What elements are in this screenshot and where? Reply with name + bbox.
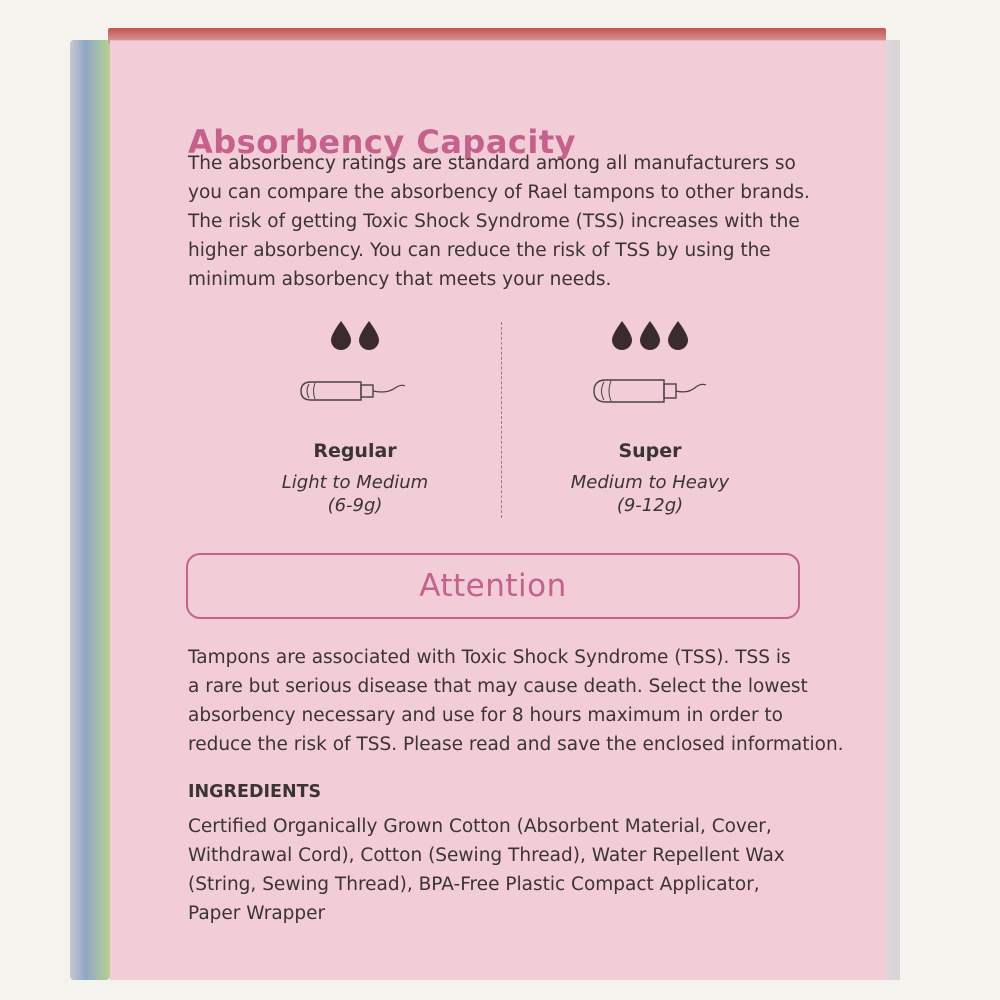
text-line: Paper Wrapper xyxy=(188,903,326,924)
text-line: (String, Sewing Thread), BPA-Free Plastic Compact Applicator, xyxy=(188,874,760,895)
text-line: absorbency necessary and use for 8 hours maximum in order to xyxy=(188,705,783,726)
level-range: (6-9g) xyxy=(327,495,383,516)
neighbor-box-left-edge xyxy=(70,40,110,980)
text-line: higher absorbency. You can reduce the risk of TSS by using the xyxy=(188,240,771,261)
text-line: The absorbency ratings are standard among all manufacturers so xyxy=(188,153,796,174)
tampon-icon xyxy=(590,374,710,408)
tampon-icon xyxy=(295,374,415,408)
ingredients-text xyxy=(188,812,785,928)
text-line: reduce the risk of TSS. Please read and save the enclosed information. xyxy=(188,734,844,755)
absorbency-regular xyxy=(205,320,505,516)
water-drop-icon xyxy=(329,320,353,350)
attention-text xyxy=(188,643,844,759)
text-line: you can compare the absorbency of Rael tampons to other brands. xyxy=(188,182,810,203)
drop-rating xyxy=(500,320,800,360)
level-flow: Medium to Heavy xyxy=(570,472,730,493)
water-drop-icon xyxy=(666,320,690,350)
level-flow: Light to Medium xyxy=(281,472,429,493)
attention-title: Attention xyxy=(419,568,567,604)
water-drop-icon xyxy=(638,320,662,350)
absorbency-super xyxy=(500,320,800,516)
text-line: Withdrawal Cord), Cotton (Sewing Thread), Water Repellent Wax xyxy=(188,845,785,866)
level-name: Super xyxy=(618,440,682,462)
text-line: Tampons are associated with Toxic Shock Syndrome (TSS). TSS is xyxy=(188,647,791,668)
absorbency-title: Absorbency Capacity xyxy=(188,122,577,161)
attention-banner xyxy=(186,553,800,619)
absorbency-description xyxy=(188,149,810,294)
tampon-regular xyxy=(205,374,505,414)
text-line: Certified Organically Grown Cotton (Absorbent Material, Cover, xyxy=(188,816,772,837)
text-line: The risk of getting Toxic Shock Syndrome (TSS) increases with the xyxy=(188,211,800,232)
ingredients-title: INGREDIENTS xyxy=(188,782,322,802)
text-line: a rare but serious disease that may cause death. Select the lowest xyxy=(188,676,808,697)
drop-rating xyxy=(205,320,505,360)
level-name: Regular xyxy=(313,440,397,462)
water-drop-icon xyxy=(610,320,634,350)
water-drop-icon xyxy=(357,320,381,350)
tampon-super xyxy=(500,374,800,414)
text-line: minimum absorbency that meets your needs. xyxy=(188,269,612,290)
level-range: (9-12g) xyxy=(616,495,684,516)
